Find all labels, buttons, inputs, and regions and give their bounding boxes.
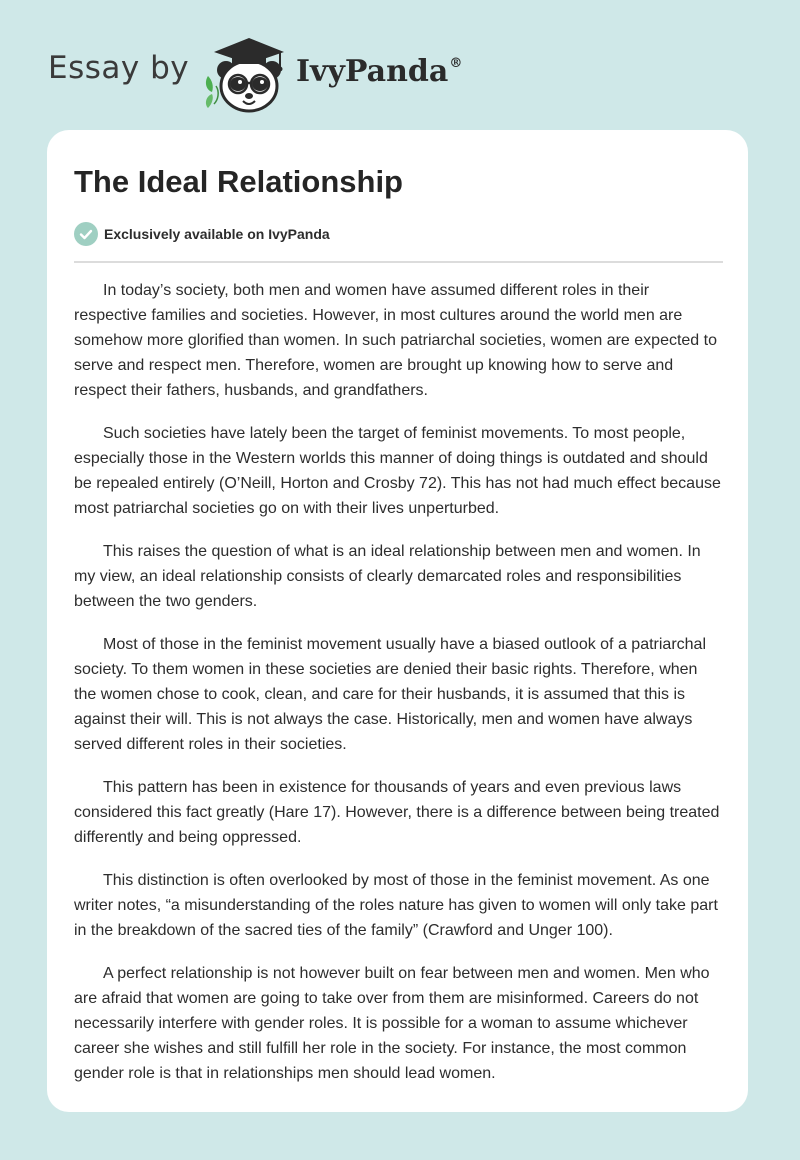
panda-graduate-logo-icon[interactable] [202,36,294,114]
essay-card [47,130,748,1112]
title-divider [74,261,723,263]
paragraph: Most of those in the feminist movement usually have a biased outlook of a patriarchal society. To them women in these societies are denied their basic rights. Therefore, when the women chose to cook, clean, and care for their husbands, it is assumed that this is against their will. This is not always the case. Historically, men and women have always served different roles in their societies. [74,636,706,753]
essay-title: The Ideal Relationship [74,164,403,199]
site-header [48,36,568,116]
exclusive-badge-label: Exclusively available on IvyPanda [104,226,330,242]
paragraph: Such societies have lately been the target of feminist movements. To most people, especially those in the Western worlds this manner of doing things is outdated and should be repealed entirely (O’Neill, Horton and Crosby 72). This has not had much effect because most patriarchal societies go on with their lives unperturbed. [74,425,721,517]
paragraph: This raises the question of what is an ideal relationship between men and women. In my view, an ideal relationship consists of clearly demarcated roles and responsibilities between the two genders. [74,543,701,610]
paragraph: In today’s society, both men and women have assumed different roles in their respective families and societies. However, in most cultures around the world men are somehow more glorified than women. In such patriarchal societies, women are expected to serve and respect men. Therefore, women are brought up knowing how to serve and respect their fathers, husbands, and grandfathers. [74,282,717,399]
registered-mark: ® [449,56,463,71]
paragraph: This distinction is often overlooked by most of those in the feminist movement. As one writer notes, “a misunderstanding of the roles nature has given to women will only take part in the breakdown of the sacred ties of the family” (Crawford and Unger 100). [74,872,718,939]
paragraph: This pattern has been in existence for thousands of years and even previous laws considered this fact greatly (Hare 17). However, there is a difference between being treated differently and being oppressed. [74,779,720,846]
brand-name-text: IvyPanda [296,54,449,89]
check-circle-icon [74,222,98,246]
essay-body [74,278,724,1104]
brand-name[interactable] [296,54,462,89]
paragraph: A perfect relationship is not however built on fear between men and women. Men who are afraid that women are going to take over from them are misinformed. Careers do not necessarily interfere with gender roles. It is possible for a woman to assume whichever career she wishes and still fulfill her role in the society. For instance, the most common gender role is that in relationships men should lead women. [74,965,710,1082]
essay-by-label: Essay by [48,50,190,86]
exclusive-badge [74,222,330,246]
